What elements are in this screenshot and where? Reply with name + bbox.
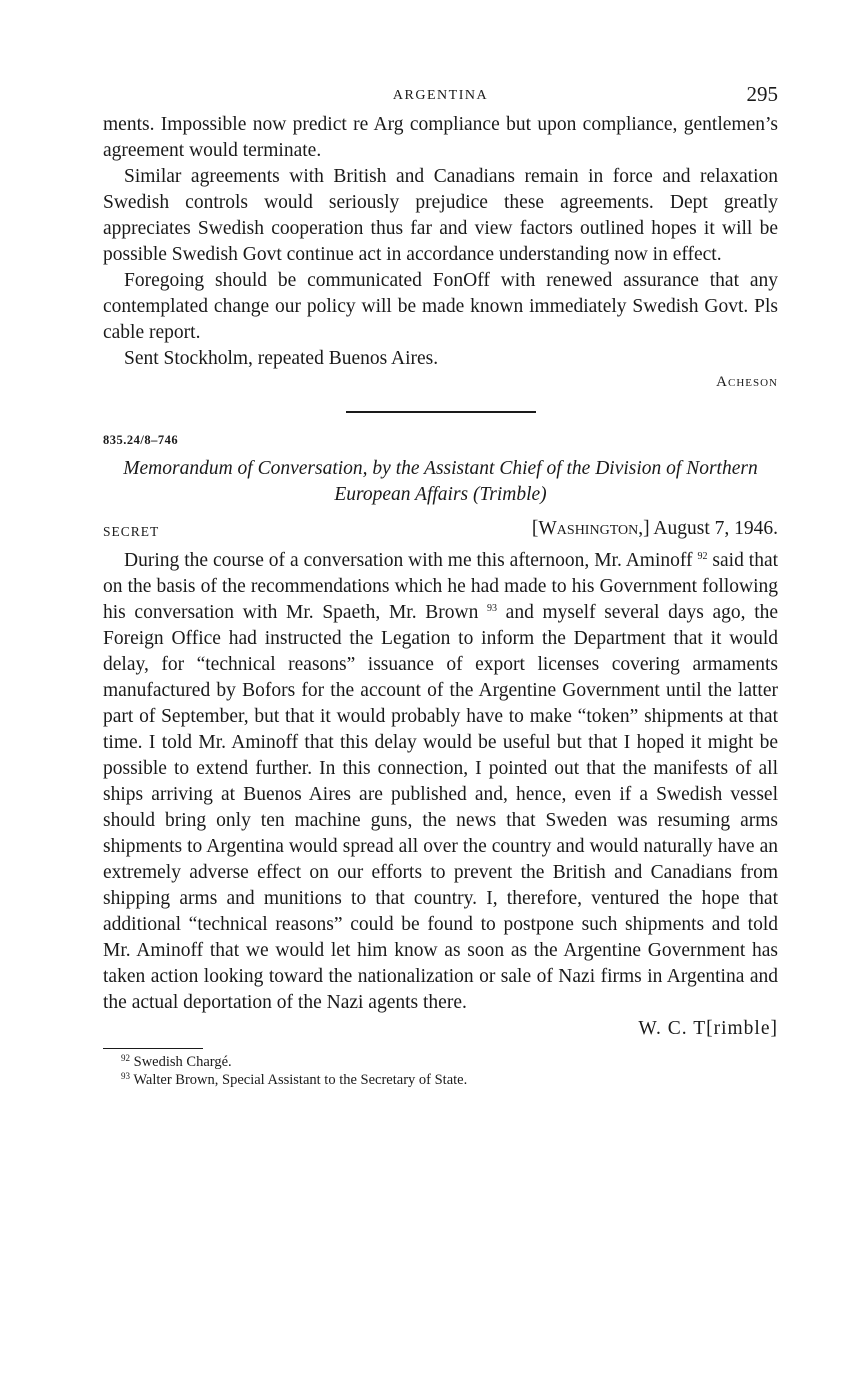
- dateline: [103, 518, 778, 548]
- footnote-ref: 92: [697, 551, 708, 562]
- page-number: 295: [746, 82, 778, 106]
- footnote-text: Swedish Chargé.: [133, 1054, 232, 1070]
- memo-title: Memorandum of Conversation, by the Assistant Chief of the Division of Northern European Affairs (Trimble): [123, 458, 758, 505]
- place: [Washington,]: [531, 518, 650, 539]
- file-number: 835.24/8–746: [103, 433, 179, 447]
- date: August 7, 1946.: [653, 518, 778, 539]
- telegram-section: [103, 112, 778, 391]
- memo-body-text: said that on the basis of the recommendations which he had made to his Government following his conversation with Mr. Spaeth, Mr. Brown: [103, 550, 779, 623]
- memo-signature: W. C. T[rimble]: [638, 1018, 778, 1039]
- running-head: [103, 82, 778, 112]
- telegram-paragraph: Similar agreements with British and Canadians remain in force and relaxation Swedish controls would seriously prejudice these agreements. Dept greatly appreciates Swedish cooperation thus far and view factors outlined hopes it will be possible Swedish Govt continue act in accordance understanding now in effect.: [103, 166, 778, 265]
- footnote-ref: 93: [487, 603, 497, 614]
- telegram-paragraph: Foregoing should be communicated FonOff with renewed assurance that any contemplated change our policy will be made known immediately Swedish Govt. Pls cable report.: [103, 270, 778, 343]
- memo-body-text: During the course of a conversation with me this afternoon, Mr. Aminoff: [124, 550, 693, 571]
- memo-section: [103, 433, 778, 1040]
- footnote-number: 93: [121, 1071, 130, 1081]
- section-divider: [346, 411, 536, 413]
- memo-body: [103, 548, 778, 1016]
- telegram-paragraph: ments. Impossible now predict re Arg compliance but upon compliance, gentlemen’s agreement would terminate.: [103, 114, 778, 161]
- document-page: [103, 82, 778, 1089]
- running-title: ARGENTINA: [392, 88, 489, 103]
- footnote-rule: [103, 1048, 203, 1049]
- telegram-signature: Acheson: [716, 374, 778, 390]
- footnote: [103, 1053, 778, 1071]
- footnote-text: Walter Brown, Special Assistant to the Secretary of State.: [133, 1072, 468, 1088]
- memo-body-text: and myself several days ago, the Foreign Office had instructed the Legation to inform the Department that it would delay, for “technical reasons” issuance of export licenses covering armaments manufactured by Bofors for the account of the Argentine Government until the latter part of September, but that it would probably have to make “token” shipments at that time. I told Mr. Aminoff that this delay would be useful but that I hoped it might be possible to extend further. In this connection, I pointed out that the manifests of all ships arriving at Buenos Aires are published and, hence, even if a Swedish vessel should bring only ten machine guns, the news that Sweden was resuming arms shipments to Argentina would spread all over the country and would naturally have an extremely adverse effect on our efforts to prevent the British and Canadians from shipping arms and munitions to that country. I, therefore, ventured the hope that additional “technical reasons” could be found to postpone such shipments and told Mr. Aminoff that we would let him know as soon as the Argentine Government has taken action looking toward the nationalization or sale of Nazi firms in Argentina and the actual deportation of the Nazi agents there.: [103, 602, 779, 1013]
- classification: SECRET: [103, 524, 160, 539]
- place-date: [532, 518, 778, 540]
- telegram-paragraph: Sent Stockholm, repeated Buenos Aires.: [124, 348, 439, 369]
- footnote: [103, 1071, 778, 1089]
- footnote-number: 92: [121, 1053, 130, 1063]
